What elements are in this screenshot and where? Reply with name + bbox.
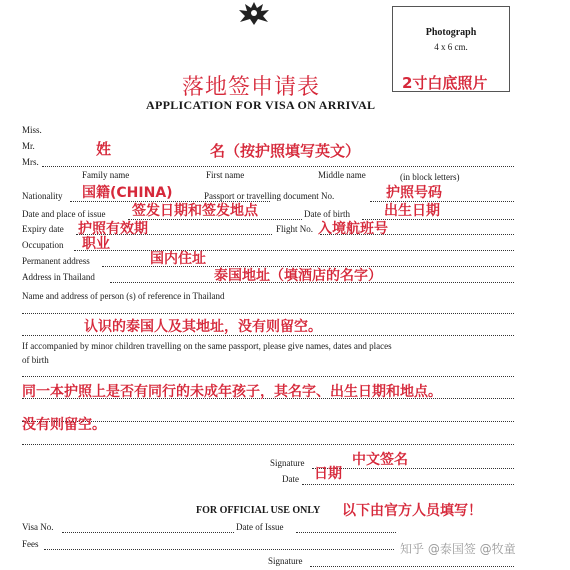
annotation-name: 名（按护照填写英文） xyxy=(210,142,361,160)
annotation-issue-date-place: 签发日期和签发地点 xyxy=(132,203,258,219)
annotation-cn-signature: 中文签名 xyxy=(352,452,408,468)
label-date: Date xyxy=(282,474,299,484)
annotation-sign-date: 日期 xyxy=(314,466,342,482)
annotation-minor-children: 同一本护照上是否有同行的未成年孩子，其名字、出生日期和地点。 xyxy=(22,384,442,400)
photo-note: 2寸白底照片 xyxy=(402,74,488,92)
annotation-nationality: 国籍(CHINA) xyxy=(82,185,173,201)
annotation-occupation: 职业 xyxy=(82,236,110,252)
children-line-4[interactable] xyxy=(22,444,514,445)
annotation-thailand-address: 泰国地址（填酒店的名字） xyxy=(214,268,382,284)
official-signature-line[interactable] xyxy=(310,566,514,567)
signature-line[interactable] xyxy=(312,468,514,469)
label-address-thailand: Address in Thailand xyxy=(22,272,95,282)
photograph-size: 4 x 6 cm. xyxy=(434,42,468,52)
label-block-letters: (in block letters) xyxy=(400,172,460,182)
label-middle-name: Middle name xyxy=(318,170,366,180)
label-signature-official: Signature xyxy=(268,556,303,566)
annotation-reference-person: 认识的泰国人及其地址，没有则留空。 xyxy=(84,319,322,335)
annotation-leave-blank: 没有则留空。 xyxy=(22,417,106,433)
label-of-birth: of birth xyxy=(22,355,49,365)
annotation-passport-expiry: 护照有效期 xyxy=(78,221,148,237)
occupation-line[interactable] xyxy=(74,250,514,251)
label-fees: Fees xyxy=(22,539,39,549)
children-line-1[interactable] xyxy=(22,376,514,377)
label-family-name: Family name xyxy=(82,170,130,180)
thai-emblem-icon xyxy=(236,0,272,26)
label-mr: Mr. xyxy=(22,141,35,151)
label-permanent-address: Permanent address xyxy=(22,256,90,266)
reference-line-1[interactable] xyxy=(22,313,514,314)
title-chinese: 落地签申请表 xyxy=(182,75,321,100)
label-date-of-birth: Date of birth xyxy=(304,209,350,219)
name-line[interactable] xyxy=(42,166,514,167)
label-visa-no: Visa No. xyxy=(22,522,54,532)
label-official-use: FOR OFFICIAL USE ONLY xyxy=(196,505,321,516)
watermark-text: 知乎 @泰国签 @牧童 xyxy=(400,542,516,556)
label-nationality: Nationality xyxy=(22,191,63,201)
label-expiry-date: Expiry date xyxy=(22,224,64,234)
annotation-birth-date: 出生日期 xyxy=(384,203,440,219)
label-reference: Name and address of person (s) of reference in Thailand xyxy=(22,291,225,301)
annotation-surname: 姓 xyxy=(96,140,112,158)
label-minor-children: If accompanied by minor children travelling on the same passport, please give names, dates and places xyxy=(22,341,392,351)
label-signature: Signature xyxy=(270,458,305,468)
title-english: APPLICATION FOR VISA ON ARRIVAL xyxy=(146,98,376,112)
label-miss: Miss. xyxy=(22,125,42,135)
annotation-domestic-address: 国内住址 xyxy=(150,251,206,267)
photograph-label: Photograph xyxy=(425,27,477,38)
annotation-official-fill: 以下由官方人员填写！ xyxy=(342,503,482,519)
label-date-place-issue: Date and place of issue xyxy=(22,209,106,219)
label-mrs: Mrs. xyxy=(22,157,39,167)
label-passport-no: Passport or travelling document No. xyxy=(204,191,335,201)
visa-no-line[interactable] xyxy=(62,532,234,533)
label-first-name: First name xyxy=(206,170,245,180)
date-of-issue-line[interactable] xyxy=(296,532,396,533)
label-occupation: Occupation xyxy=(22,240,64,250)
annotation-passport-number: 护照号码 xyxy=(386,185,442,201)
label-flight-no: Flight No. xyxy=(276,224,314,234)
annotation-flight-number: 入境航班号 xyxy=(318,221,388,237)
label-date-of-issue: Date of Issue xyxy=(236,522,284,532)
fees-line[interactable] xyxy=(44,549,394,550)
date-line[interactable] xyxy=(302,484,514,485)
